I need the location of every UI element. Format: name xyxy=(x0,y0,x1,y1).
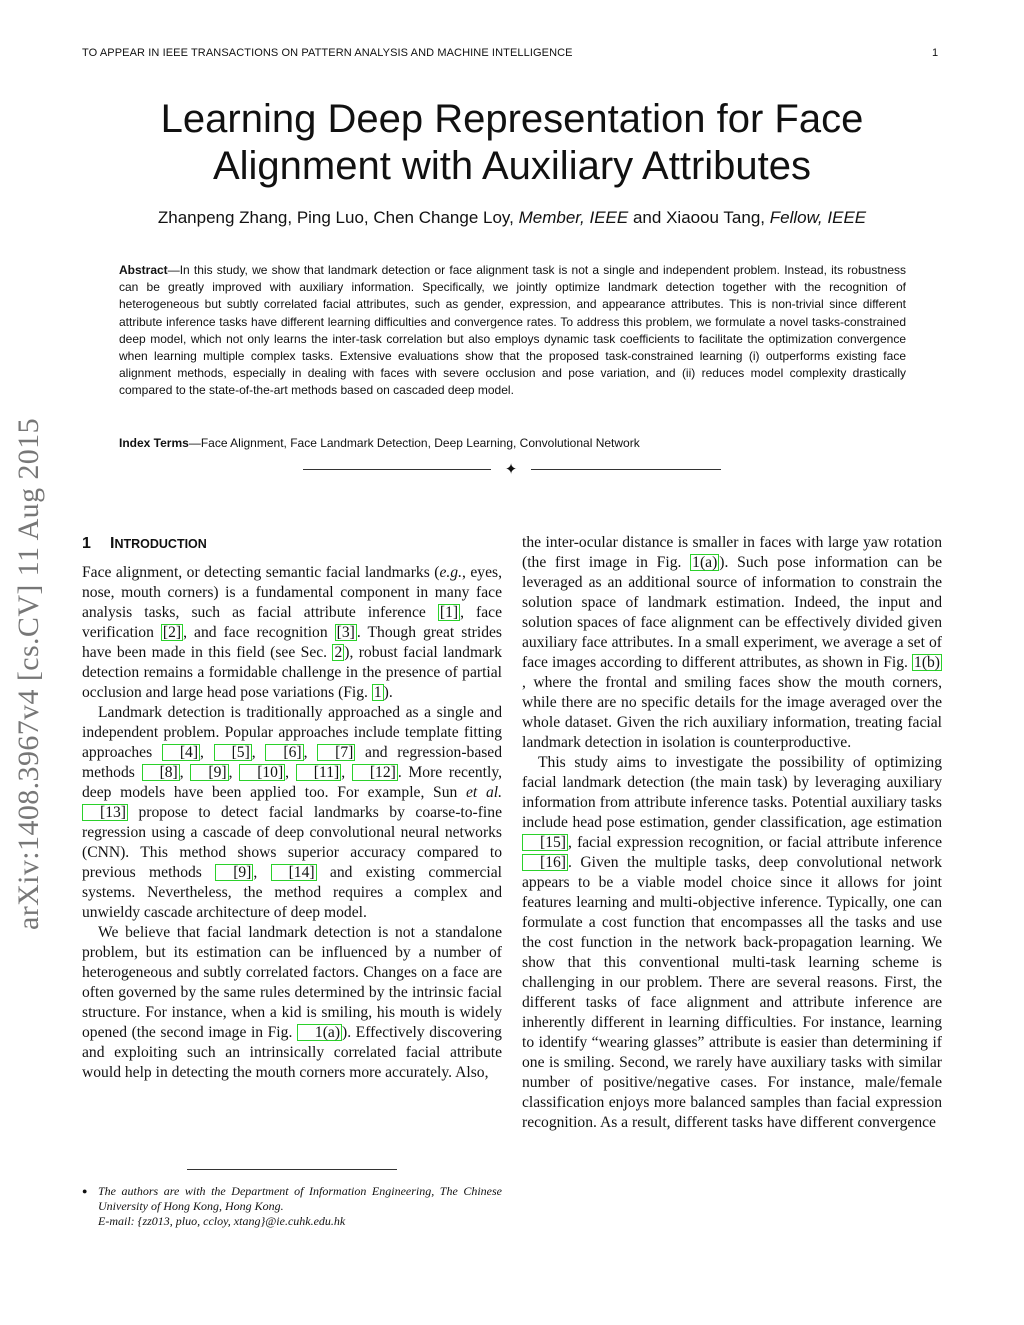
section-number: 1 xyxy=(82,535,91,552)
separator-star-icon: ✦ xyxy=(504,462,518,478)
footnote-affiliation: The authors are with the Department of Information Engineering, The Chinese University of Hong Kong, Hong Kong. xyxy=(98,1184,502,1214)
figure-ref-link[interactable]: 1 xyxy=(373,684,382,701)
section-title-initial: I xyxy=(110,535,115,552)
citation-link[interactable]: [11] xyxy=(296,764,341,781)
footnote-rule xyxy=(187,1169,397,1170)
paper-title xyxy=(82,96,942,190)
abstract-text: In this study, we show that landmark detection or face alignment task is not a single and independent problem. Instead, its robustness can be greatly improved with auxiliary information. Specifically, we jointly optimize landmark detection together with the recognition of heterogeneous but subtly correlated facial attributes, such as gender, expression, and appearance attributes. This is non-trivial since different attribute inference tasks have different learning difficulties and convergence rates. To address this problem, we formulate a novel tasks-constrained deep model, which not only learns the inter-task correlation but also employs dynamic task coefficients to facilitate the optimization convergence when learning multiple complex tasks. Extensive evaluations show that the proposed task-constrained learning (i) outperforms existing face alignment methods, especially in dealing with faces with severe occlusion and pose variation, and (ii) reduces model complexity drastically compared to the state-of-the-art methods based on cascaded deep model. xyxy=(119,263,906,398)
author-role-1: Member, IEEE xyxy=(518,208,629,227)
author-role-2: Fellow, IEEE xyxy=(769,208,867,227)
citation-link[interactable]: [9] xyxy=(215,864,253,881)
citation-link[interactable]: [3] xyxy=(336,624,355,641)
citation-link[interactable]: [12] xyxy=(352,764,398,781)
footnote-email: E-mail: {zz013, pluo, ccloy, xtang}@ie.cuhk.edu.hk xyxy=(98,1214,346,1229)
bullet-icon: ● xyxy=(82,1186,88,1196)
running-header: TO APPEAR IN IEEE TRANSACTIONS ON PATTERN ANALYSIS AND MACHINE INTELLIGENCE xyxy=(82,47,573,59)
citation-link[interactable]: [14] xyxy=(271,864,317,881)
citation-link[interactable]: [5] xyxy=(214,744,252,761)
intro-paragraph-4: the inter-ocular distance is smaller in faces with large yaw rotation (the first image in Fig. 1(a) ). Such pose information can be leveraged as an additional source of information to constrain the solution space of landmark estimation. Indeed, the input and solution spaces of face alignment can be effectively divided given auxiliary face attributes. In a small experiment, we average a set of face images according to different attributes, as shown in Fig. 1(b), where the frontal and smiling faces show the mouth corners, while there are no specific details for the image averaged over the whole dataset. Given the rich auxiliary information, treating facial landmark detection in isolation is counterproductive. xyxy=(522,534,942,751)
separator-rule-left xyxy=(303,469,491,470)
citation-link[interactable]: [9] xyxy=(190,764,228,781)
separator-rule-right xyxy=(531,469,721,470)
arxiv-identifier: arXiv:1408.3967v4 [cs.CV] 11 Aug 2015 xyxy=(12,418,45,930)
citation-link[interactable]: [7] xyxy=(317,744,355,761)
citation-link[interactable]: [13] xyxy=(82,804,128,821)
intro-paragraph-1: Face alignment, or detecting semantic facial landmarks (e.g., eyes, nose, mouth corners) is a fundamental component in many face analysis tasks, such as facial attribute inference [1] , face verification [2] , and face recognition [3] . Though great strides have been made in this field (see Sec. 2 ), robust facial landmark detection remains a formidable challenge in the presence of partial occlusion and large head pose variations (Fig. 1 ). xyxy=(82,564,502,701)
citation-link[interactable]: [4] xyxy=(162,744,200,761)
citation-link[interactable]: [6] xyxy=(265,744,303,761)
index-terms xyxy=(119,436,906,450)
author-names-1: Zhanpeng Zhang, Ping Luo, Chen Change Loy, xyxy=(157,208,514,227)
left-column xyxy=(82,533,502,1083)
citation-link[interactable]: [15] xyxy=(522,834,568,851)
intro-paragraph-3: We believe that facial landmark detection is not a standalone problem, but its estimation can be influenced by a number of heterogeneous and subtly correlated factors. Changes on a face are often governed by the same rules determined by the intrinsic facial structure. For instance, when a kid is smiling, his mouth is widely opened (the second image in Fig. 1(a) ). Effectively discovering and exploiting such an intrinsically correlated facial attribute would help in detecting the mouth corners more accurately. Also, xyxy=(82,924,502,1081)
title-line-2: Alignment with Auxiliary Attributes xyxy=(212,144,812,188)
figure-ref-link[interactable]: 1(b) xyxy=(914,654,940,671)
abstract-dash: — xyxy=(167,263,180,277)
page-number: 1 xyxy=(932,47,939,59)
citation-link[interactable]: [16] xyxy=(522,854,568,871)
section-heading xyxy=(82,533,502,555)
index-terms-dash: — xyxy=(188,436,201,450)
citation-link[interactable]: [2] xyxy=(162,624,182,641)
figure-ref-link[interactable]: 1(a) xyxy=(297,1024,342,1041)
section-title-rest: NTRODUCTION xyxy=(114,537,207,551)
author-names-2: Xiaoou Tang, xyxy=(666,208,766,227)
abstract-label: Abstract xyxy=(119,263,168,277)
citation-link[interactable]: [8] xyxy=(142,764,180,781)
abstract xyxy=(119,262,906,400)
figure-ref-link[interactable]: 1(a) xyxy=(692,554,718,571)
citation-link[interactable]: [10] xyxy=(239,764,285,781)
author-list xyxy=(82,208,942,228)
citation-link[interactable]: [1] xyxy=(439,604,459,621)
author-and: and xyxy=(632,208,662,227)
section-ref-link[interactable]: 2 xyxy=(334,644,343,661)
right-column xyxy=(522,533,942,1133)
footnote xyxy=(82,1184,502,1230)
intro-paragraph-2: Landmark detection is traditionally approached as a single and independent problem. Popular approaches include template fitting approaches [4] , [5] , [6] , [7] and regression-based methods [8] , [9] , [10] , [11] , [12] . More recently, deep models have been applied too. For example, Sun et al. [13] propose to detect facial landmarks by coarse-to-fine regression using a cascade of deep convolutional neural networks (CNN). This method shows superior accuracy compared to previous methods [9] , [14] and existing commercial systems. Nevertheless, the method requires a complex and unwieldy cascade architecture of deep model. xyxy=(82,704,503,921)
title-line-1: Learning Deep Representation for Face xyxy=(160,97,864,141)
index-terms-label: Index Terms xyxy=(119,436,189,450)
index-terms-text: Face Alignment, Face Landmark Detection, Deep Learning, Convolutional Network xyxy=(200,436,640,450)
intro-paragraph-5: This study aims to investigate the possibility of optimizing facial landmark detection (the main task) by leveraging auxiliary information from attribute inference tasks. Potential auxiliary tasks include head pose estimation, gender classification, age estimation [15] , facial expression recognition, or facial attribute inference [16] . Given the multiple tasks, deep convolutional network appears to be a viable model choice since it allows for joint features learning and multi-objective inference. Typically, one can formulate a cost function that encompasses all the tasks and use the cost function in the network back-propagation learning. We show that this conventional multi-task learning scheme is challenging in our problem. There are several reasons. First, the different tasks of face alignment and attribute inference are inherently different in learning difficulties. For instance, learning to identify “wearing glasses” attribute is easier than determining if one is smiling. Second, we rarely have auxiliary tasks with similar number of positive/negative cases. For instance, male/female classification enjoys more balanced samples than facial expression recognition. As a result, different tasks have different convergence xyxy=(522,754,942,1131)
